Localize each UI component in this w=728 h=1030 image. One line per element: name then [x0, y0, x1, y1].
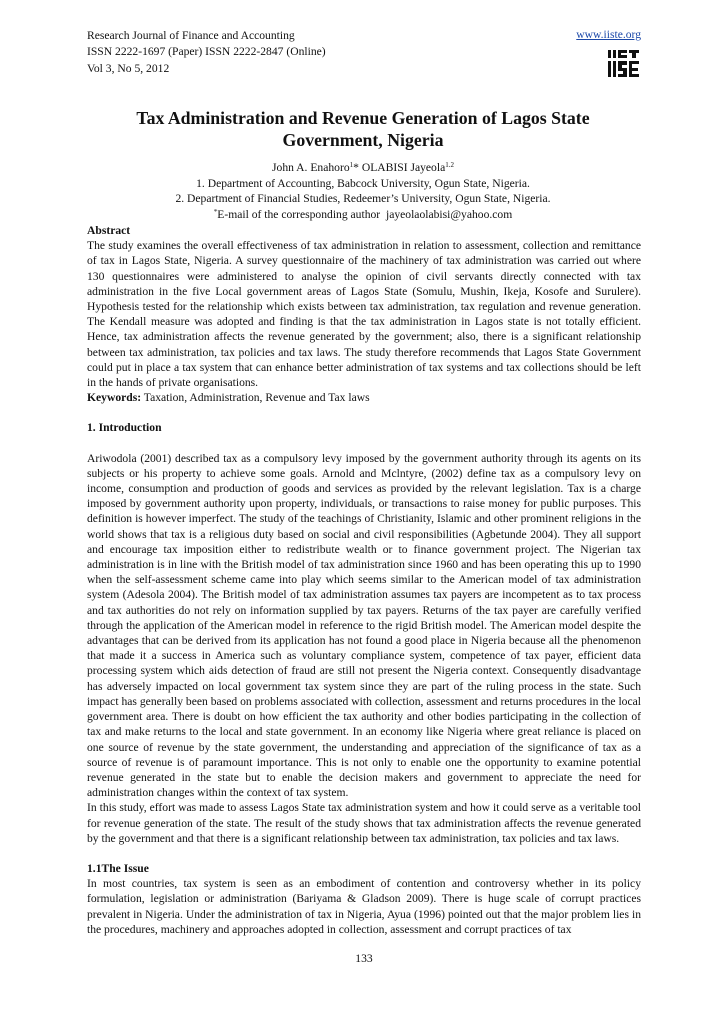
issue-heading: 1.1The Issue — [87, 861, 149, 875]
affiliation-1: 1. Department of Accounting, Babcock University, Ogun State, Nigeria. — [196, 176, 530, 190]
introduction-paragraph-1: Ariwodola (2001) described tax as a compulsory levy imposed by the government authority through its agents on its subjects or his property to achieve some goals. Arnold and Mclntyre, (2002) define tax as a compulsory levy on income, consumption and production of goods and services as provided by the relevant legislation. Tax is a charge imposed by government authority upon property, individuals, or transactions to raise money for public purposes. This definition is however imperfect. The study of the teachings of Christianity, Islamic and other prominent religions in the world shows that tax is a religious duty based on social and civil responsibilities (Agbetunde 2004). They all support and encourage tax imposition either to redistribute wealth or to finance government project. The Nigerian tax administration is in line with the British model of tax administration since 1960 and has been operating this up to 1990 when the self-assessment scheme came into play which seems similar to the American model of tax administration system (Adesola 2004). The British model of tax administration assumes tax payers are incompetent as to tax process and tax authorities do not rely on information supplied by tax payers. Returns of the tax payer are carefully verified through the application of the American model in reference to the rigid British model. The American model despite the advantages that can be derived from its application has not found a good place in Nigeria because all the phenomenon that made it a success in America such as voluntary compliance system, competence of tax payer, efficient data processing system which aids detection of fraud are still not present the Nigeria context. Consequently disadvantage has adversely impacted on local government tax system since they are part of the ruling process in the state. Such impact has generally been based on problems associated with collection, assessment and returns procedures in the local government area. There is doubt on how efficient the tax authority and other bodies participating in the collection of tax and make returns to the local and state government. In an economy like Nigeria where great reliance is placed on one source of revenue by the state government, the understanding and appreciation of the significance of tax as a source of revenue is of paramount importance. This is not only to enable one the opportunity to examine potential revenue generated in the state but to enable the decision makers and government to appreciate the need for administration changes within the context of tax system. — [87, 451, 641, 800]
page-number: 133 — [355, 952, 373, 965]
abstract-text: The study examines the overall effectiveness of tax administration in relation to assessment, collection and remittance of tax in Lagos State, Nigeria. A survey questionnaire of the machinery of tax administration was carried out where 130 questionnaires were administered to analyse the opinion of civil servants directly connected with tax administration in the five Local government areas of Lagos State (Somulu, Mushin, Ikeja, Kosofe and Surulere). Hypothesis tested for the relationship which exists between tax administration, tax regulation and revenue generation. The Kendall measure was adopted and finding is that the tax administration in Lagos state is not totally efficient. Hence, tax administration affects the revenue generated by the government; also, there is a significant relationship between tax administration, tax policies and tax laws. The study therefore recommends that Lagos State Government could put in place a tax system that can enhance better administration of tax systems and tax collections should be left in the hands of private organisations. — [87, 239, 641, 390]
journal-volume: Vol 3, No 5, 2012 — [87, 61, 170, 75]
email-link[interactable]: jayeolaolabisi@yahoo.com — [385, 207, 513, 221]
issue-paragraph-1: In most countries, tax system is seen as an embodiment of contention and controversy whether in its policy formulation, legislation or administration (Bariyama & Gladson 2009). There is huge scale of corrupt practices prevalent in Nigeria. Under the administration of tax in Nigeria, Ayua (1996) pointed out that the major problem lies in the procedures, machinery and approaches adopted in collection, assessment and corrupt practices of tax — [87, 877, 641, 936]
introduction-paragraph-2: In this study, effort was made to assess Lagos State tax administration system and how it could serve as a veritable tool for revenue generation of the state. The result of the study shows that tax administration affects the revenue generated by the government and that there is a significant relationship between tax administration, tax policies and tax laws. — [87, 801, 641, 845]
paper-title-line-2: Government, Nigeria — [282, 130, 444, 150]
corresponding-email: *E-mail of the corresponding author jayeolaolabisi@yahoo.com — [213, 207, 513, 221]
journal-issn: ISSN 2222-1697 (Paper) ISSN 2222-2847 (Online) — [87, 45, 326, 59]
paper-body — [87, 223, 641, 937]
author-block — [87, 160, 639, 222]
abstract-heading: Abstract — [87, 224, 131, 237]
journal-website-link[interactable]: www.iiste.org — [576, 28, 641, 41]
keywords-text: Taxation, Administration, Revenue and Tax laws — [141, 391, 370, 405]
journal-name: Research Journal of Finance and Accounting — [87, 29, 295, 42]
iiste-logo-icon — [605, 48, 641, 80]
keywords-line — [87, 390, 641, 405]
author-names: John A. Enahoro$^1$* OLABISI Jayeola$^{1.2}$ — [272, 161, 454, 174]
paper-title-line-1: Tax Administration and Revenue Generation of Lagos State — [136, 108, 590, 128]
affiliation-2: 2. Department of Financial Studies, Redeemer’s University, Ogun State, Nigeria. — [175, 192, 551, 205]
keywords-label: Keywords: — [87, 391, 142, 405]
journal-header — [87, 28, 647, 77]
introduction-heading: 1. Introduction — [87, 421, 162, 435]
paper-title — [87, 107, 639, 151]
